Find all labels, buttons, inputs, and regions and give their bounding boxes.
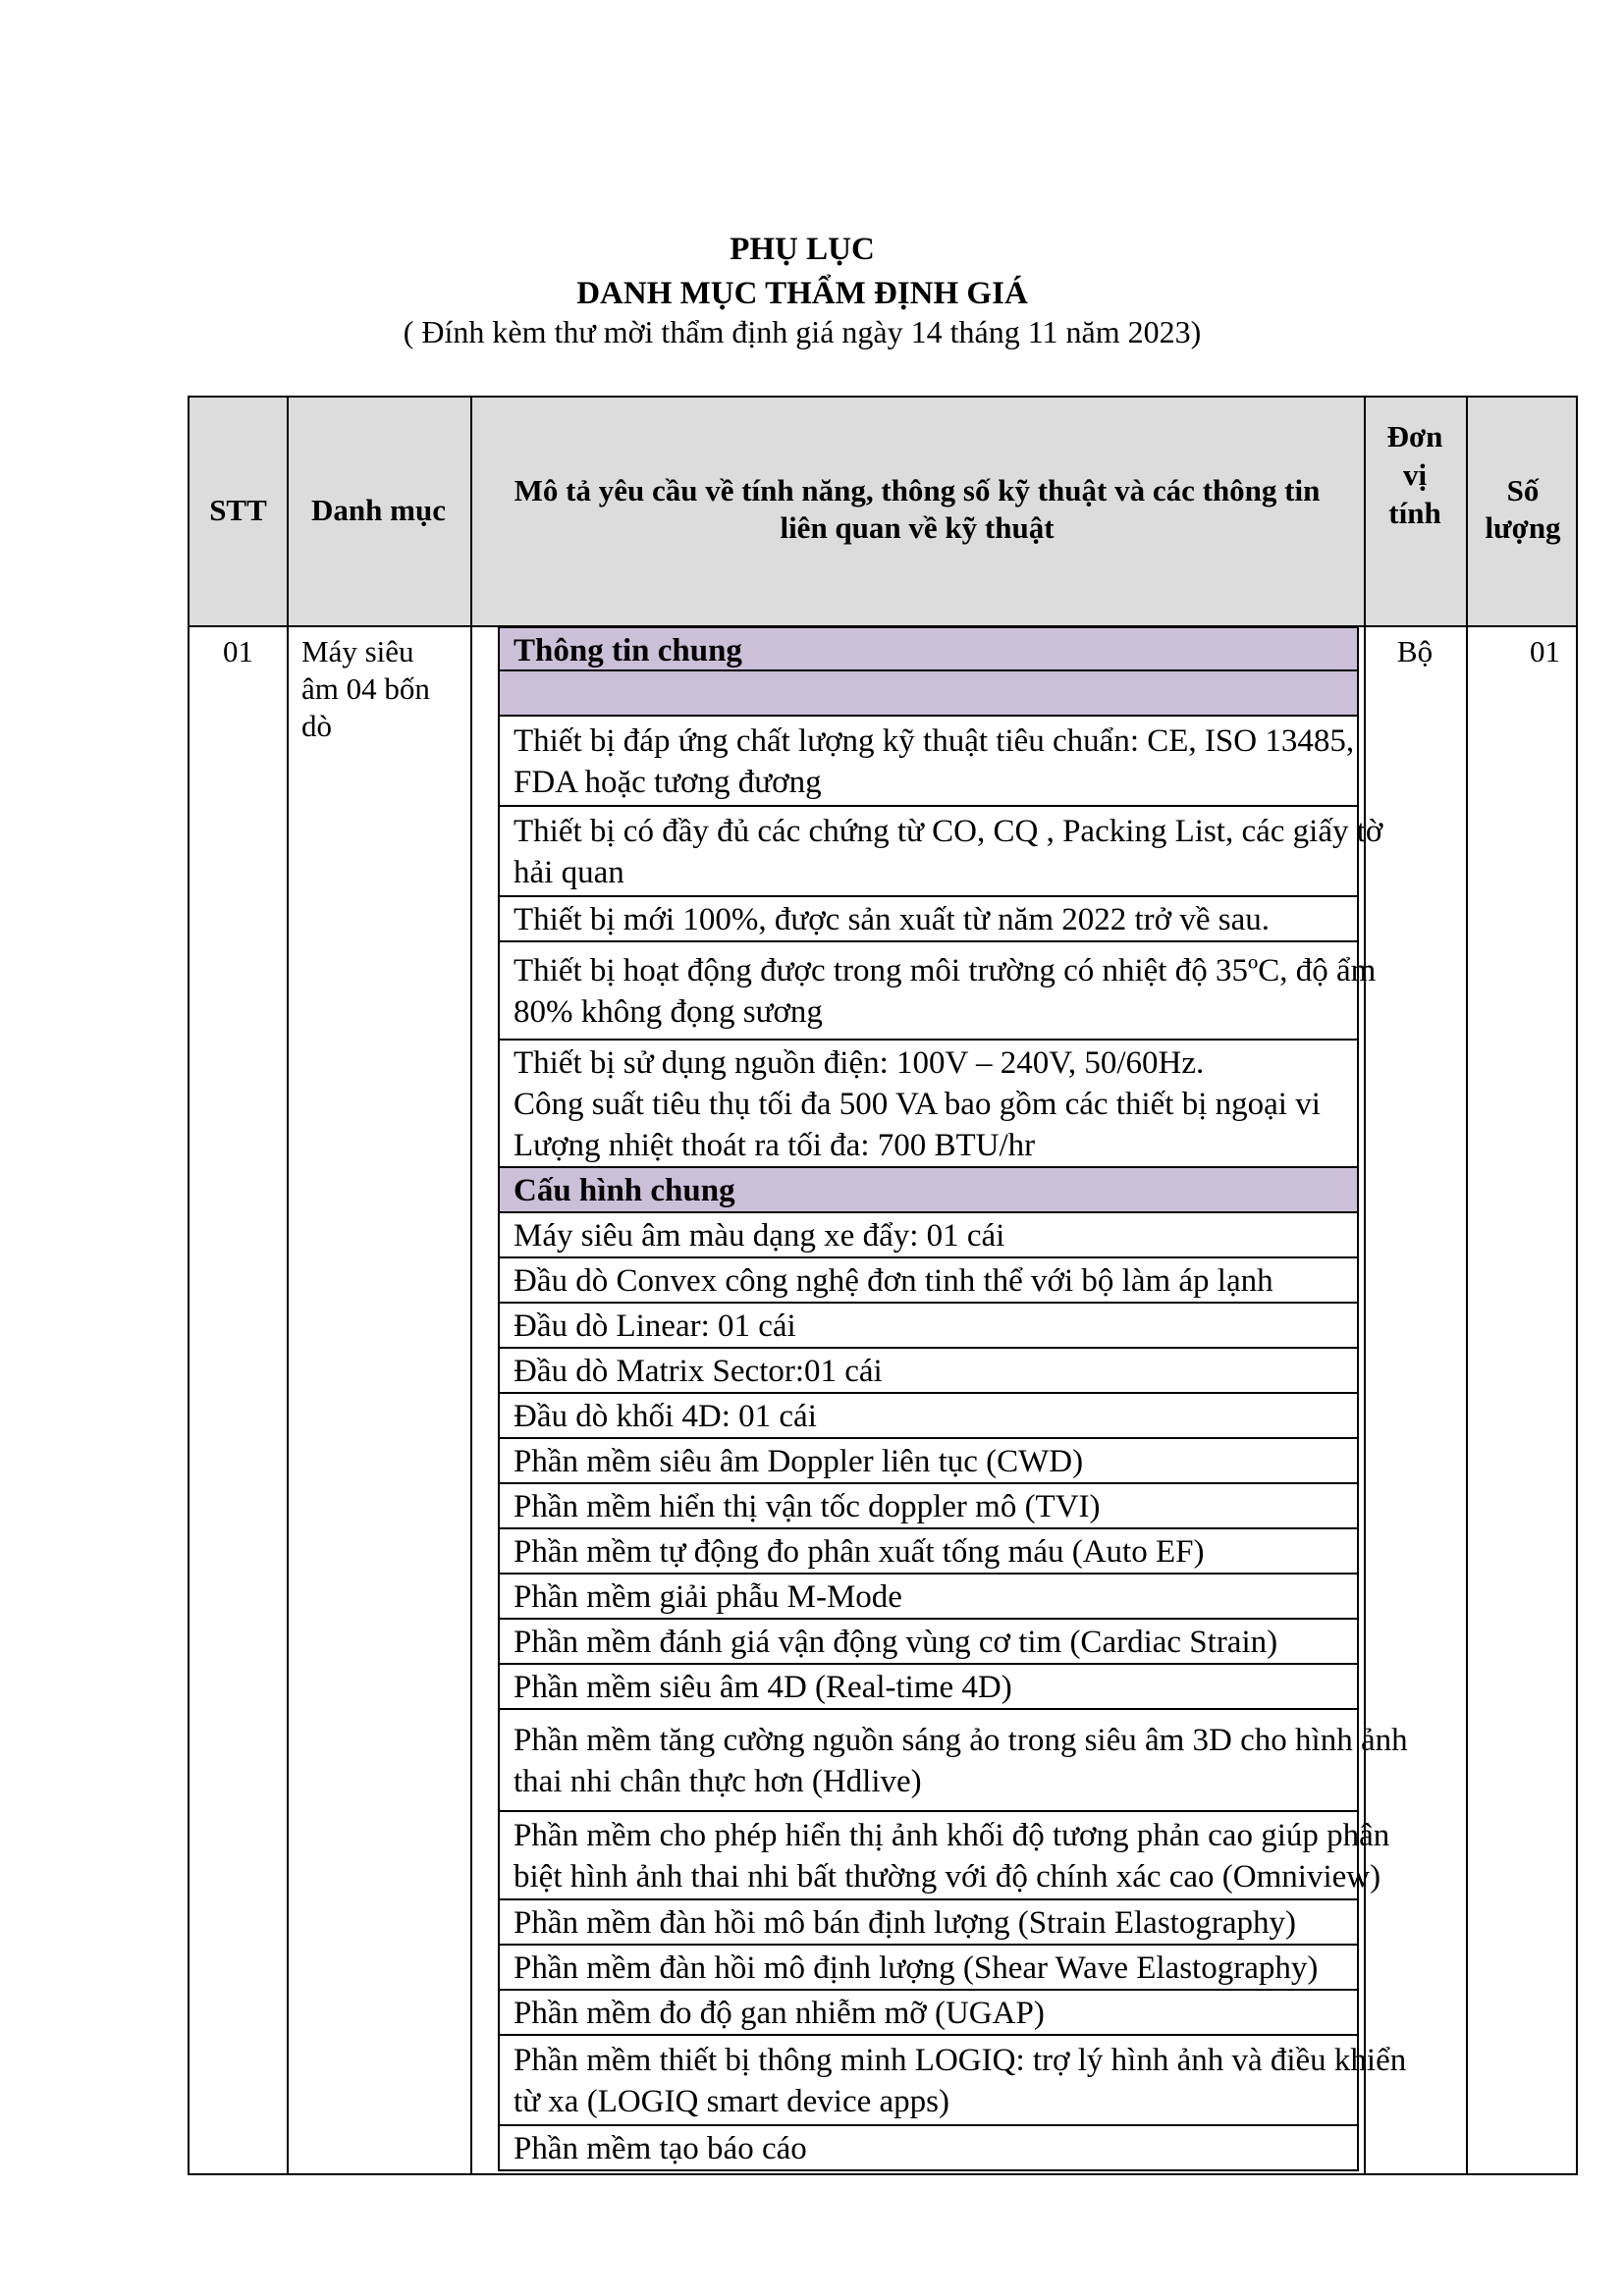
spec-text: hải quan [514,855,624,890]
spec-row [498,1304,1359,1349]
spec-text: Cấu hình chung [514,1173,735,1208]
appendix-title: PHỤ LỤC [730,232,875,267]
spec-text: Phần mềm đàn hồi mô bán định lượng (Strain Elastography) [514,1905,1296,1941]
spec-text: Phần mềm tự động đo phân xuất tống máu (Auto EF) [514,1534,1205,1570]
spec-row [498,1900,1359,1946]
spec-text: Thiết bị hoạt động được trong môi trường có nhiệt độ 35ºC, độ ẩm [514,953,1377,988]
item-stt: 01 [223,634,253,668]
item-category: Máy siêu âm 04 bốn dò [301,634,430,743]
spec-text: FDA hoặc tương đương [514,765,822,800]
spec-row [498,807,1383,897]
spec-text: Thiết bị mới 100%, được sản xuất từ năm 2022 trở về sau. [514,902,1270,937]
spec-row [498,1991,1359,2036]
spec-row [498,1812,1390,1900]
spec-row [498,717,1359,807]
spec-text: Phần mềm siêu âm 4D (Real-time 4D) [514,1670,1012,1705]
spec-text: biệt hình ảnh thai nhi bất thường với độ chính xác cao (Omniview) [514,1859,1381,1895]
spec-text: Lượng nhiệt thoát ra tối đa: 700 BTU/hr [514,1128,1036,1163]
spec-section-header [498,626,1359,671]
column-divider [287,398,289,2173]
header-unit: Đơn vị tính [1386,419,1443,530]
spec-text: Thiết bị sử dụng nguồn điện: 100V – 240V, 50/60Hz. [514,1045,1205,1081]
spec-row [498,1575,1359,1620]
spec-row [498,1710,1408,1812]
spec-row [498,1041,1359,1168]
spec-text: Đầu dò Linear: 01 cái [514,1308,796,1344]
spec-text: Phần mềm cho phép hiển thị ảnh khối độ tương phản cao giúp phân [514,1818,1390,1853]
spec-row [498,897,1359,942]
spec-row [498,1665,1359,1710]
spec-text: Phần mềm giải phẫu M-Mode [514,1579,902,1615]
spec-text: Phần mềm hiển thị vận tốc doppler mô (TVI) [514,1489,1101,1524]
spec-text: Đầu dò khối 4D: 01 cái [514,1399,817,1434]
specification-list [498,626,1408,2171]
spec-text: 80% không đọng sương [514,994,823,1030]
item-unit: Bộ [1396,634,1434,668]
spec-text: Phần mềm đo độ gan nhiễm mỡ (UGAP) [514,1996,1045,2031]
spec-text: Đầu dò Convex công nghệ đơn tinh thể với bộ làm áp lạnh [514,1263,1273,1299]
item-quantity: 01 [1530,634,1560,668]
spec-row [498,1394,1359,1439]
spec-text: Phần mềm tạo báo cáo [514,2131,807,2166]
header-category: Danh mục [311,493,446,527]
spec-text: Phần mềm tăng cường nguồn sáng ảo trong siêu âm 3D cho hình ảnh [514,1723,1408,1758]
spec-section-header [498,1168,1359,1213]
document-subtitle: ( Đính kèm thư mời thẩm định giá ngày 14 tháng 11 năm 2023) [403,314,1202,349]
spec-text: Phần mềm đánh giá vận động vùng cơ tim (Cardiac Strain) [514,1625,1278,1660]
column-divider [470,398,472,2173]
spec-text: Thiết bị đáp ứng chất lượng kỹ thuật tiêu chuẩn: CE, ISO 13485, [514,723,1355,759]
header-description: Mô tả yêu cầu về tính năng, thông số kỹ thuật và các thông tin liên quan về kỹ thuật [514,473,1321,545]
spec-section-header [498,671,1359,717]
header-stt: STT [209,493,267,527]
spec-text: từ xa (LOGIQ smart device apps) [514,2084,949,2119]
spec-text: Công suất tiêu thụ tối đa 500 VA bao gồm các thiết bị ngoại vi [514,1087,1321,1122]
spec-row [498,942,1377,1041]
spec-text: Phần mềm siêu âm Doppler liên tục (CWD) [514,1444,1084,1479]
spec-row [498,1946,1359,1991]
document-title: DANH MỤC THẨM ĐỊNH GIÁ [576,276,1028,311]
spec-text: Phần mềm đàn hồi mô định lượng (Shear Wave Elastography) [514,1950,1319,1986]
spec-text: Thiết bị có đầy đủ các chứng từ CO, CQ , Packing List, các giấy tờ [514,814,1383,849]
spec-row [498,1529,1359,1575]
spec-text: Thông tin chung [514,633,742,668]
spec-text: Phần mềm thiết bị thông minh LOGIQ: trợ lý hình ảnh và điều khiển [514,2043,1407,2078]
spec-row [498,2036,1407,2126]
header-quantity: Số lượng [1485,473,1561,545]
spec-text: thai nhi chân thực hơn (Hdlive) [514,1764,922,1799]
spec-row [498,1439,1359,1484]
spec-text: Máy siêu âm màu dạng xe đẩy: 01 cái [514,1218,1005,1254]
spec-row [498,1258,1359,1304]
spec-row [498,1213,1359,1258]
spec-text: Đầu dò Matrix Sector:01 cái [514,1354,883,1389]
spec-row [498,1620,1359,1665]
spec-row [498,2126,1359,2171]
spec-row [498,1484,1359,1529]
spec-row [498,1349,1359,1394]
